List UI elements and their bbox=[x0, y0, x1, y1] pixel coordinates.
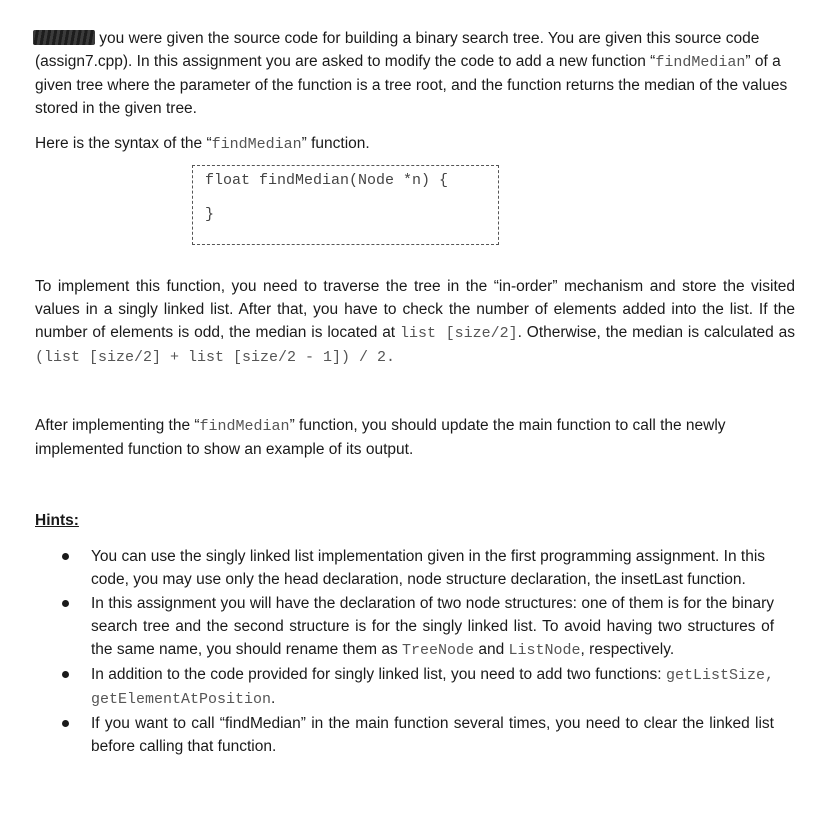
hint-text: In addition to the code provided for singly linked list, you need to add two functions: getListSize, getElementAtPosition. bbox=[91, 666, 774, 708]
code-snippet-box bbox=[192, 165, 499, 245]
hint-text: You can use the singly linked list implementation given in the first programming assignment. In this code, you may use only the head declaration, node structure declaration, the insetLast function. bbox=[91, 548, 766, 588]
inline-code-findmedian: findMedian bbox=[655, 54, 746, 71]
inline-code-odd-median: list [size/2] bbox=[400, 325, 518, 342]
hints-list bbox=[0, 545, 828, 759]
inline-code-findmedian: findMedian bbox=[211, 136, 302, 153]
code-line-signature: float findMedian(Node *n) { bbox=[205, 172, 449, 189]
after-implementation-paragraph: After implementing the “findMedian” function, you should update the main function to call the newly implemented function to show an example of its output. bbox=[35, 417, 726, 458]
inline-code-treenode: TreeNode bbox=[402, 642, 475, 659]
intro-paragraph: you were given the source code for building a binary search tree. You are given this source code (assign7.cpp). In this assignment you are asked to modify the code to add a new function “findMedian” of a given tree where the parameter of the function is a tree root, and the function returns the median of the values stored in the given tree. bbox=[35, 30, 788, 117]
redaction-mark-icon bbox=[33, 30, 95, 45]
bullet-icon bbox=[62, 720, 69, 727]
bullet-icon bbox=[62, 600, 69, 607]
list-item bbox=[0, 663, 828, 711]
inline-code-function-names: getListSize, getElementAtPosition bbox=[91, 667, 774, 708]
inline-code-findmedian: findMedian bbox=[199, 418, 290, 435]
list-item bbox=[0, 592, 828, 662]
hint-text: If you want to call “findMedian” in the main function several times, you need to clear the linked list before calling that function. bbox=[91, 715, 774, 755]
list-item bbox=[0, 545, 828, 591]
syntax-paragraph: Here is the syntax of the “findMedian” function. bbox=[35, 135, 370, 153]
inline-code-listnode: ListNode bbox=[508, 642, 581, 659]
implementation-paragraph: To implement this function, you need to traverse the tree in the “in-order” mechanism and store the visited values in a singly linked list. After that, you have to check the number of elements added into the list. If the number of elements is odd, the median is located at list [size/2]. Otherwise, the median is calculated as (list [size/2] + list [size/2 - 1]) / 2. bbox=[35, 278, 795, 366]
bullet-icon bbox=[62, 671, 69, 678]
bullet-icon bbox=[62, 553, 69, 560]
hint-text: In this assignment you will have the declaration of two node structures: one of them is for the binary search tree and the second structure is for the singly linked list. To avoid having two structures of the same name, you should rename them as TreeNode and ListNode, respectively. bbox=[91, 595, 774, 659]
hints-heading: Hints: bbox=[35, 512, 79, 529]
code-line-close-brace: } bbox=[205, 206, 215, 223]
inline-code-even-median: (list [size/2] + list [size/2 - 1]) / 2. bbox=[35, 349, 396, 366]
list-item bbox=[0, 712, 828, 758]
